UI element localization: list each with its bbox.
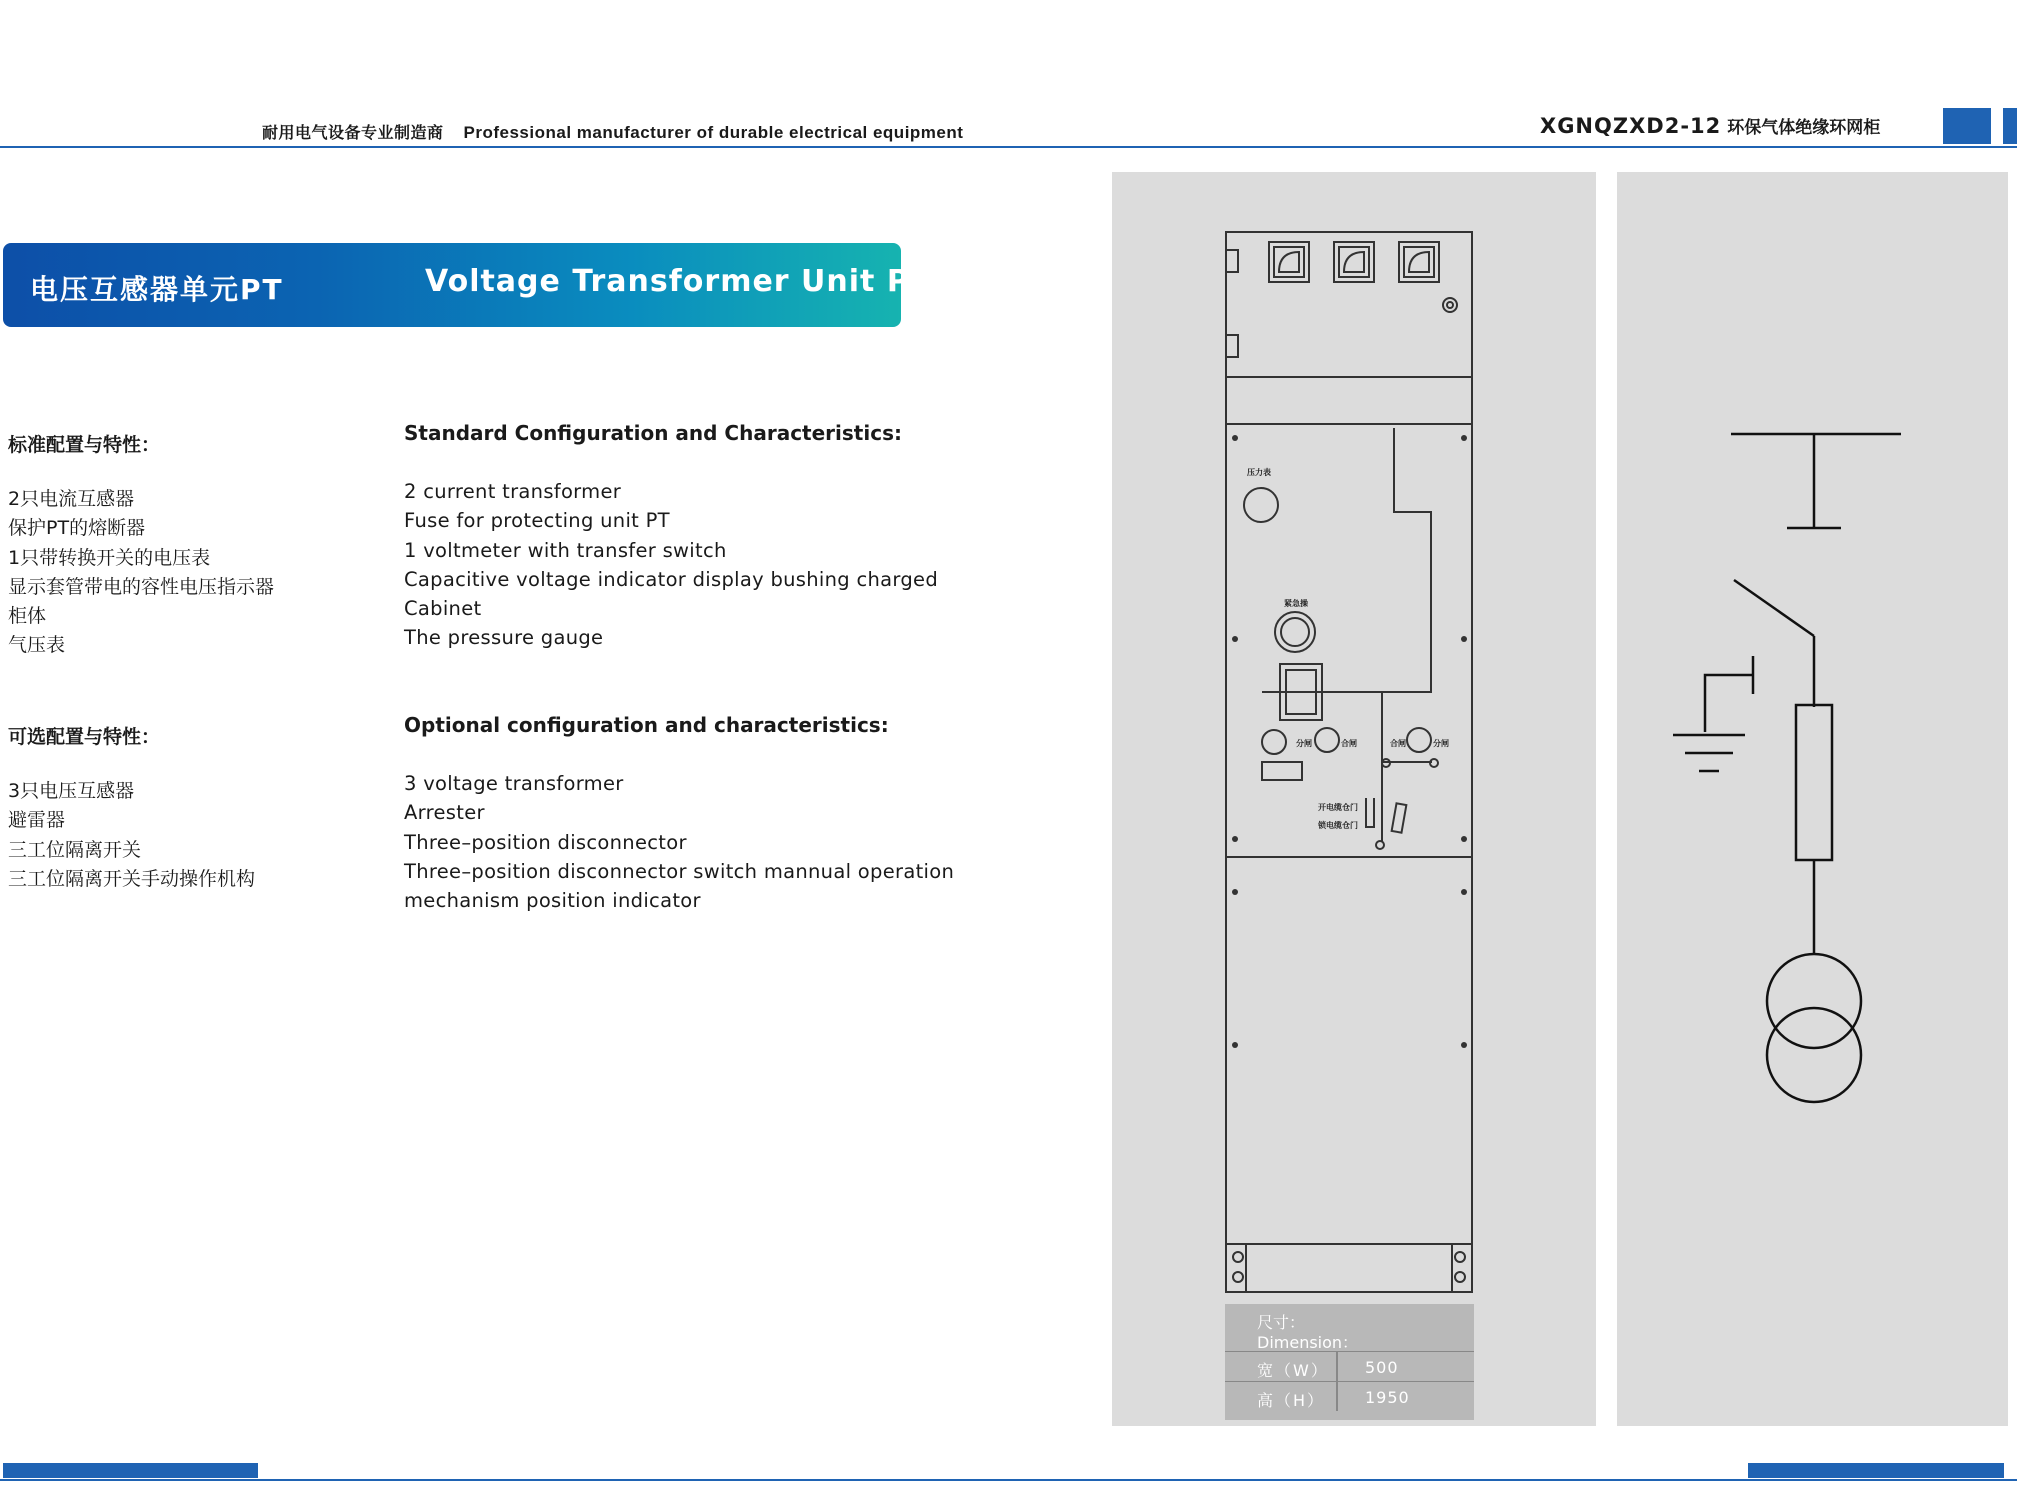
- footer-rule: [0, 1479, 2017, 1481]
- banner-title-cn: 电压互感器单元PT: [30, 273, 284, 306]
- door-lock-icon: [1392, 803, 1407, 832]
- open-indicator-icon: [1315, 728, 1339, 752]
- header-product: [1540, 113, 1880, 138]
- list-item: 3 voltage transformer: [404, 772, 624, 795]
- header-product-name: 环保气体绝缘环网柜: [1727, 118, 1881, 138]
- terminal-block-icon: [1262, 762, 1302, 780]
- standard-list-cn: [8, 485, 274, 661]
- width-value: 500: [1365, 1358, 1399, 1377]
- voltmeter-icon: [1334, 242, 1374, 282]
- open-label-right: 分闸: [1433, 739, 1449, 748]
- single-line-diagram: [1617, 172, 2008, 1426]
- header-rule: [0, 146, 2017, 148]
- header-tagline-cn: 耐用电气设备专业制造商: [262, 123, 444, 142]
- height-label: 高（H）: [1257, 1391, 1326, 1410]
- close-label: 合闸: [1341, 739, 1357, 748]
- open-label: 分闸: [1296, 739, 1312, 748]
- dimension-label-cn: 尺寸：: [1257, 1313, 1306, 1332]
- standard-title-en: Standard Configuration and Characteristics:: [404, 421, 902, 445]
- transfer-switch-icon: [1443, 298, 1457, 312]
- list-item: Cabinet: [404, 597, 482, 621]
- optional-title-cn: 可选配置与特性：: [8, 726, 161, 748]
- width-label: 宽（W）: [1257, 1361, 1329, 1380]
- list-item: 柜体: [8, 605, 47, 628]
- footer-accent-block: [3, 1463, 258, 1478]
- voltmeter-icon: [1399, 242, 1439, 282]
- header-accent-block: [1943, 108, 1991, 144]
- list-item: 3只电压互感器: [8, 780, 135, 802]
- list-item: Capacitive voltage indicator display bushing charged: [404, 567, 939, 591]
- fuse-icon: [1796, 705, 1832, 860]
- header-accent-block: [2003, 108, 2017, 144]
- list-item: 避雷器: [8, 809, 66, 832]
- dimension-table: [1225, 1304, 1474, 1420]
- list-item: 三工位隔离开关手动操作机构: [8, 867, 256, 890]
- close-indicator-icon: [1407, 728, 1431, 752]
- list-item: 气压表: [8, 634, 66, 657]
- pressure-gauge-label: 压力表: [1247, 468, 1271, 477]
- list-item: 三工位隔离开关: [8, 838, 142, 861]
- pressure-gauge-icon: [1244, 488, 1278, 522]
- voltmeter-icon: [1269, 242, 1309, 282]
- list-item: 2只电流互感器: [8, 488, 135, 510]
- list-item: 2 current transformer: [404, 480, 622, 503]
- list-item: Three–position disconnector switch mannual operation: [404, 859, 955, 883]
- height-value: 1950: [1365, 1388, 1410, 1407]
- optional-list-en: [404, 769, 954, 915]
- list-item: The pressure gauge: [404, 626, 604, 650]
- list-item: 1只带转换开关的电压表: [8, 546, 211, 569]
- standard-title-cn: 标准配置与特性：: [8, 434, 161, 456]
- door-lock-label: 锁电缆仓门: [1318, 821, 1358, 830]
- cabinet-front-drawing: [1112, 172, 1596, 1426]
- indicator-icon: [1262, 730, 1286, 754]
- dimension-row-height: [1225, 1381, 1474, 1411]
- dimension-row-width: [1225, 1351, 1474, 1381]
- list-item: 显示套管带电的容性电压指示器: [8, 575, 275, 598]
- list-item: mechanism position indicator: [404, 889, 701, 913]
- header-tagline: [262, 120, 963, 143]
- optional-title-en: Optional configuration and characteristics:: [404, 713, 889, 737]
- list-item: Three–position disconnector: [404, 830, 687, 854]
- list-item: Arrester: [404, 801, 485, 825]
- optional-list-cn: [8, 777, 255, 894]
- header-model: XGNQZXD2-12: [1540, 114, 1722, 138]
- dimension-label-en: Dimension：: [1257, 1333, 1359, 1352]
- list-item: Fuse for protecting unit PT: [404, 509, 670, 533]
- door-open-label: 开电缆仓门: [1318, 803, 1358, 812]
- close-label-right: 合闸: [1390, 739, 1406, 748]
- disconnector-icon: [1734, 580, 1814, 636]
- list-item: 保护PT的熔断器: [8, 517, 146, 540]
- footer-accent-block: [1748, 1463, 2004, 1478]
- standard-list-en: [404, 477, 938, 653]
- list-item: 1 voltmeter with transfer switch: [404, 538, 727, 562]
- header-tagline-en: Professional manufacturer of durable electrical equipment: [463, 123, 964, 142]
- voltage-transformer-icon: [1767, 954, 1861, 1048]
- interlock-label: 紧急操: [1284, 599, 1308, 608]
- banner-title-en: Voltage Transformer Unit PT: [425, 264, 932, 299]
